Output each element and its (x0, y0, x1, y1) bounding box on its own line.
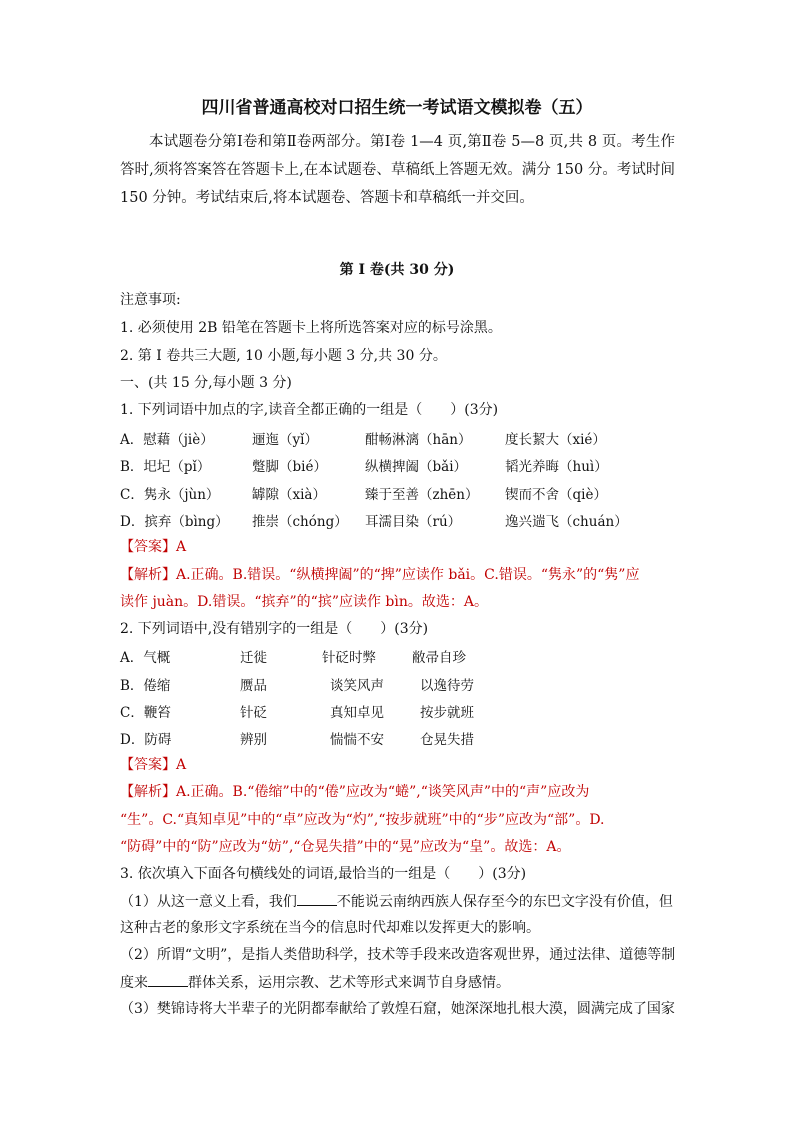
q3-s1-text-a: （1）从这一意义上看，我们 (120, 894, 297, 910)
intro-paragraph: 本试题卷分第Ⅰ卷和第Ⅱ卷两部分。第Ⅰ卷 1—4 页,第Ⅱ卷 5—8 页,共 8 页。考生作答时,须将答案答在答题卡上,在本试题卷、草稿纸上答题无效。满分 150 分。考试时间 150 分钟。考试结束后,将本试题卷、答题卡和草稿纸一并交回。 (120, 134, 675, 206)
q3-s2-text-c: 群体关系，运用宗教、艺术等形式来调节自身感情。 (188, 975, 510, 991)
q1-option-c-2: 罅隙（xià） (252, 487, 326, 503)
q3-s2-text-b: 度来 (120, 975, 148, 991)
q1-option-c-1: C．隽永（jùn） (120, 487, 220, 503)
q1-option-d-1: D．摈弃（bìng） (120, 514, 229, 530)
q3-sentence-1-line-2: 这种古老的象形文字系统在当今的信息时代却难以发挥更大的影响。 (120, 920, 540, 936)
answer-value: A (176, 539, 187, 555)
q2-option-c-2: 针砭 (240, 705, 267, 721)
notes-heading: 注意事项: (120, 292, 181, 308)
analysis-text: A.正确。B.错误。“纵横捭阖”的“捭”应读作 bǎi。C.错误。“隽永”的“隽”应 (176, 567, 640, 583)
q2-analysis-line-1 (120, 782, 589, 802)
q1-option-b-1: B．圯圮（pǐ） (120, 459, 211, 475)
q1-analysis-line-2: 读作 juàn。D.错误。“摈弃”的“摈”应读作 bìn。故选：A。 (120, 594, 488, 610)
analysis-tag: 【解析】 (120, 567, 176, 583)
q1-option-a-1: A．慰藉（jiè） (120, 432, 214, 448)
q2-stem: 2. 下列词语中,没有错别字的一组是（ ）(3分) (120, 621, 429, 637)
analysis-tag: 【解析】 (120, 784, 176, 800)
q2-option-a-1: A．气概 (120, 650, 171, 666)
q2-option-a-3: 针砭时弊 (322, 650, 376, 666)
q2-option-a-4: 敝帚自珍 (412, 650, 466, 666)
q1-option-d-2: 推崇（chóng） (252, 514, 348, 530)
part1-heading: 一、(共 15 分,每小题 3 分) (120, 375, 292, 391)
q2-option-d-3: 惴惴不安 (330, 732, 384, 748)
fill-blank (148, 972, 188, 987)
q1-option-b-4: 韬光养晦（huì） (505, 459, 608, 475)
q2-option-c-1: C．鞭笞 (120, 705, 171, 721)
q1-analysis-line-1 (120, 565, 639, 585)
q2-analysis-line-3: “防碍”中的“防”应改为“妨”,“仓晃失措”中的“晃”应改为“皇”。故选：A。 (120, 839, 571, 855)
note-2: 2. 第 Ⅰ 卷共三大题, 10 小题,每小题 3 分,共 30 分。 (120, 348, 447, 364)
section-heading: 第 Ⅰ 卷(共 30 分) (339, 262, 455, 278)
answer-tag: 【答案】 (120, 757, 176, 773)
q2-option-c-3: 真知卓见 (330, 705, 384, 721)
q3-sentence-3-line-1: （3）樊锦诗将大半辈子的光阴都奉献给了敦煌石窟，她深深地扎根大漠，圆满完成了国家 (120, 1001, 675, 1017)
q2-option-d-2: 辨别 (240, 732, 267, 748)
q2-option-b-4: 以逸待劳 (420, 678, 474, 694)
q3-sentence-1-line-1 (120, 891, 673, 912)
answer-tag: 【答案】 (120, 539, 176, 555)
q1-answer (120, 537, 186, 557)
q1-option-b-3: 纵横捭阖（bǎi） (365, 459, 468, 475)
q2-option-b-3: 谈笑风声 (330, 678, 384, 694)
q2-option-a-2: 迁徙 (240, 650, 267, 666)
q3-s1-text-b: 不能说云南纳西族人保存至今的东巴文字没有价值，但 (336, 894, 673, 910)
q2-analysis-line-2: “生”。C.“真知卓见”中的“卓”应改为“灼”,“按步就班”中的“步”应改为“部”。D. (120, 812, 605, 828)
q3-sentence-2-line-2 (120, 972, 510, 993)
q3-sentence-2-line-1: （2）所谓“文明”，是指人类借助科学，技术等手段来改造客观世界，通过法律、道德等制 (120, 947, 676, 963)
analysis-text: A.正确。B.“倦缩”中的“倦”应改为“蜷”,“谈笑风声”中的“声”应改为 (176, 784, 590, 800)
q2-option-c-4: 按步就班 (420, 705, 474, 721)
page-title: 四川省普通高校对口招生统一考试语文模拟卷（五） (201, 98, 593, 118)
q2-option-d-1: D．防碍 (120, 732, 172, 748)
q3-stem: 3. 依次填入下面各句横线处的词语,最恰当的一组是（ ）(3分) (120, 866, 527, 882)
q1-option-c-3: 臻于至善（zhēn） (365, 487, 479, 503)
answer-value: A (176, 757, 187, 773)
fill-blank (297, 891, 337, 906)
q2-option-b-2: 赝品 (240, 678, 267, 694)
q1-option-a-3: 酣畅淋漓（hān） (365, 432, 472, 448)
q2-option-d-4: 仓晃失措 (420, 732, 474, 748)
q1-option-a-4: 度长絜大（xié） (505, 432, 606, 448)
q1-option-c-4: 锲而不舍（qiè） (505, 487, 607, 503)
q1-option-d-3: 耳濡目染（rú） (365, 514, 462, 530)
note-1: 1. 必须使用 2B 铅笔在答题卡上将所选答案对应的标号涂黑。 (120, 320, 502, 336)
q1-option-b-2: 蹩脚（bié） (252, 459, 327, 475)
q1-option-a-2: 逦迤（yǐ） (252, 432, 318, 448)
q1-option-d-4: 逸兴遄飞（chuán） (505, 514, 628, 530)
q2-option-b-1: B．倦缩 (120, 678, 171, 694)
q1-stem: 1. 下列词语中加点的字,读音全都正确的一组是（ ）(3分) (120, 402, 499, 418)
q2-answer (120, 755, 186, 775)
